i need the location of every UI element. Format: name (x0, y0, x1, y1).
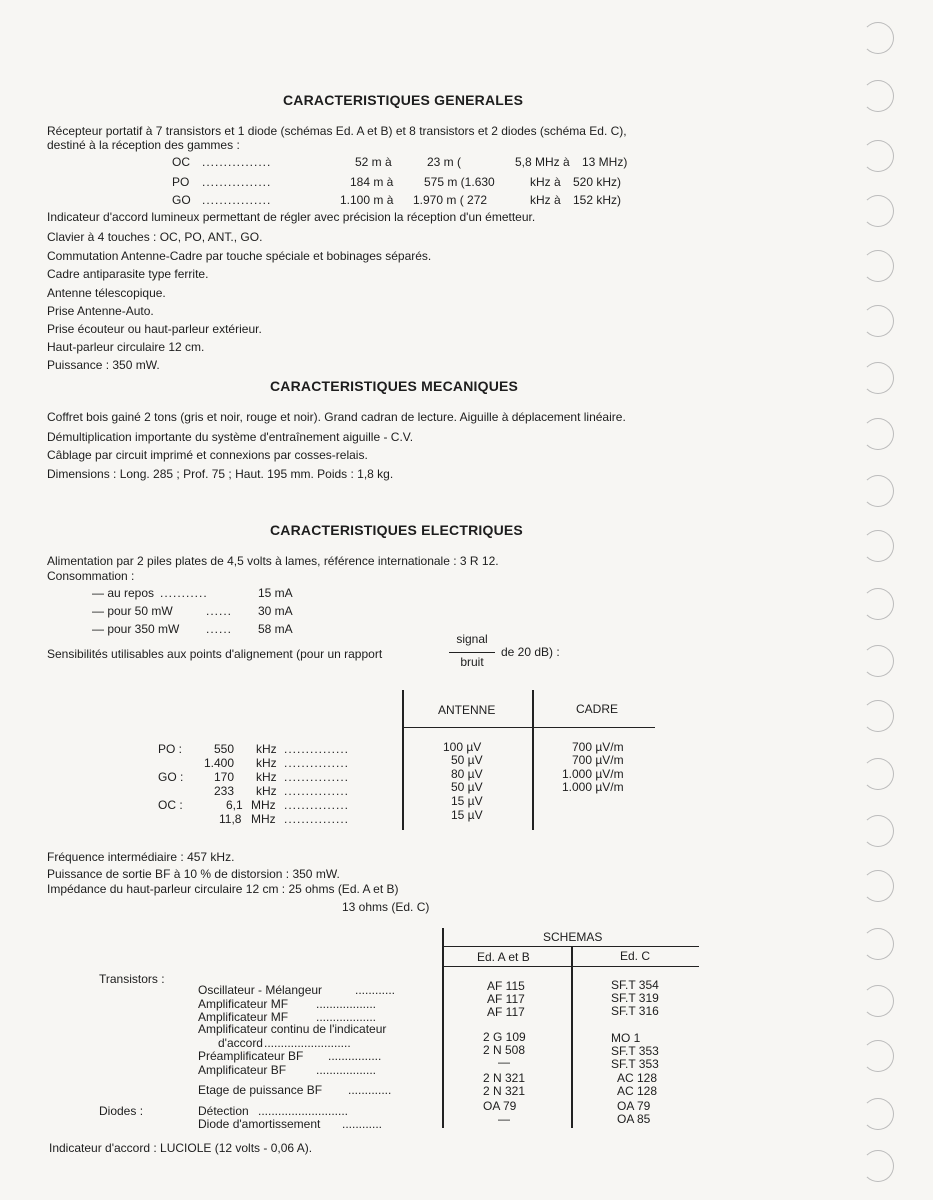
table-rule (571, 947, 573, 1128)
punch-hole (862, 1098, 894, 1130)
col-header-cadre: CADRE (576, 702, 619, 716)
general-line: Indicateur d'accord lumineux permettant de régler avec précision la réception d'un émetteur. (47, 210, 536, 224)
punch-hole (862, 700, 894, 732)
mechanical-line: Coffret bois gainé 2 tons (gris et noir, rouge et noir). Grand cadran de lecture. Aiguille à déplacement linéaire. (47, 410, 626, 424)
impedance-line: Impédance du haut-parleur circulaire 12 cm : 25 ohms (Ed. A et B) (47, 882, 399, 896)
punch-hole (862, 475, 894, 507)
section-title-general: CARACTERISTIQUES GENERALES (283, 92, 524, 108)
consumption-label: Consommation : (47, 569, 135, 583)
general-line: Antenne télescopique. (47, 286, 166, 300)
supply-line: Alimentation par 2 piles plates de 4,5 volts à lames, référence internationale : 3 R 12. (47, 554, 499, 568)
section-title-mechanical: CARACTERISTIQUES MECANIQUES (270, 378, 519, 394)
impedance-line2: 13 ohms (Ed. C) (342, 900, 430, 914)
punch-hole (862, 362, 894, 394)
indicator-line: Indicateur d'accord : LUCIOLE (12 volts - 0,06 A). (49, 1141, 313, 1155)
punch-hole (862, 588, 894, 620)
fraction-denominator: bruit (460, 655, 484, 669)
mechanical-line: Démultiplication importante du système d'entraînement aiguille - C.V. (47, 430, 414, 444)
fraction-bar (449, 652, 495, 653)
table-rule (443, 946, 699, 947)
punch-hole (862, 305, 894, 337)
punch-hole (862, 928, 894, 960)
punch-hole (862, 22, 894, 54)
punch-hole (862, 1040, 894, 1072)
col-header-ed-c: Ed. C (620, 949, 651, 963)
punch-hole (862, 140, 894, 172)
table-rule (443, 966, 699, 967)
general-line: Prise Antenne-Auto. (47, 304, 154, 318)
general-line: Cadre antiparasite type ferrite. (47, 267, 209, 281)
punch-hole (862, 985, 894, 1017)
table-rule (403, 727, 655, 728)
section-title-electrical: CARACTERISTIQUES ELECTRIQUES (270, 522, 523, 538)
transistors-label: Transistors : (99, 972, 165, 986)
general-line: Commutation Antenne-Cadre par touche spéciale et bobinages séparés. (47, 249, 432, 263)
schemas-header: SCHEMAS (543, 930, 603, 944)
punch-hole (862, 645, 894, 677)
general-line: Clavier à 4 touches : OC, PO, ANT., GO. (47, 230, 263, 244)
col-header-ed-ab: Ed. A et B (477, 950, 530, 964)
punch-hole (862, 815, 894, 847)
general-line: Prise écouteur ou haut-parleur extérieur. (47, 322, 262, 336)
general-intro-line2: destiné à la réception des gammes : (47, 138, 240, 152)
diodes-label: Diodes : (99, 1104, 144, 1118)
punch-hole (862, 80, 894, 112)
sensitivity-prefix: Sensibilités utilisables aux points d'alignement (pour un rapport (47, 647, 383, 661)
punch-hole (862, 418, 894, 450)
mechanical-line: Dimensions : Long. 285 ; Prof. 75 ; Haut. 195 mm. Poids : 1,8 kg. (47, 467, 394, 481)
general-intro-line1: Récepteur portatif à 7 transistors et 1 diode (schémas Ed. A et B) et 8 transistors et 2 diodes (schéma Ed. C), (47, 124, 627, 138)
punch-hole (862, 758, 894, 790)
table-rule (532, 690, 534, 830)
punch-hole (862, 250, 894, 282)
punch-hole (862, 870, 894, 902)
punch-hole (862, 195, 894, 227)
general-line: Puissance : 350 mW. (47, 358, 160, 372)
table-rule (402, 690, 404, 830)
mechanical-line: Câblage par circuit imprimé et connexions par cosses-relais. (47, 448, 368, 462)
table-rule (442, 928, 444, 1128)
punch-hole (862, 1150, 894, 1182)
output-line: Puissance de sortie BF à 10 % de distorsion : 350 mW. (47, 867, 340, 881)
fraction-numerator: signal (456, 632, 488, 646)
general-line: Haut-parleur circulaire 12 cm. (47, 340, 205, 354)
sensitivity-suffix: de 20 dB) : (501, 645, 560, 659)
punch-hole (862, 530, 894, 562)
col-header-antenne: ANTENNE (438, 703, 496, 717)
if-line: Fréquence intermédiaire : 457 kHz. (47, 850, 235, 864)
